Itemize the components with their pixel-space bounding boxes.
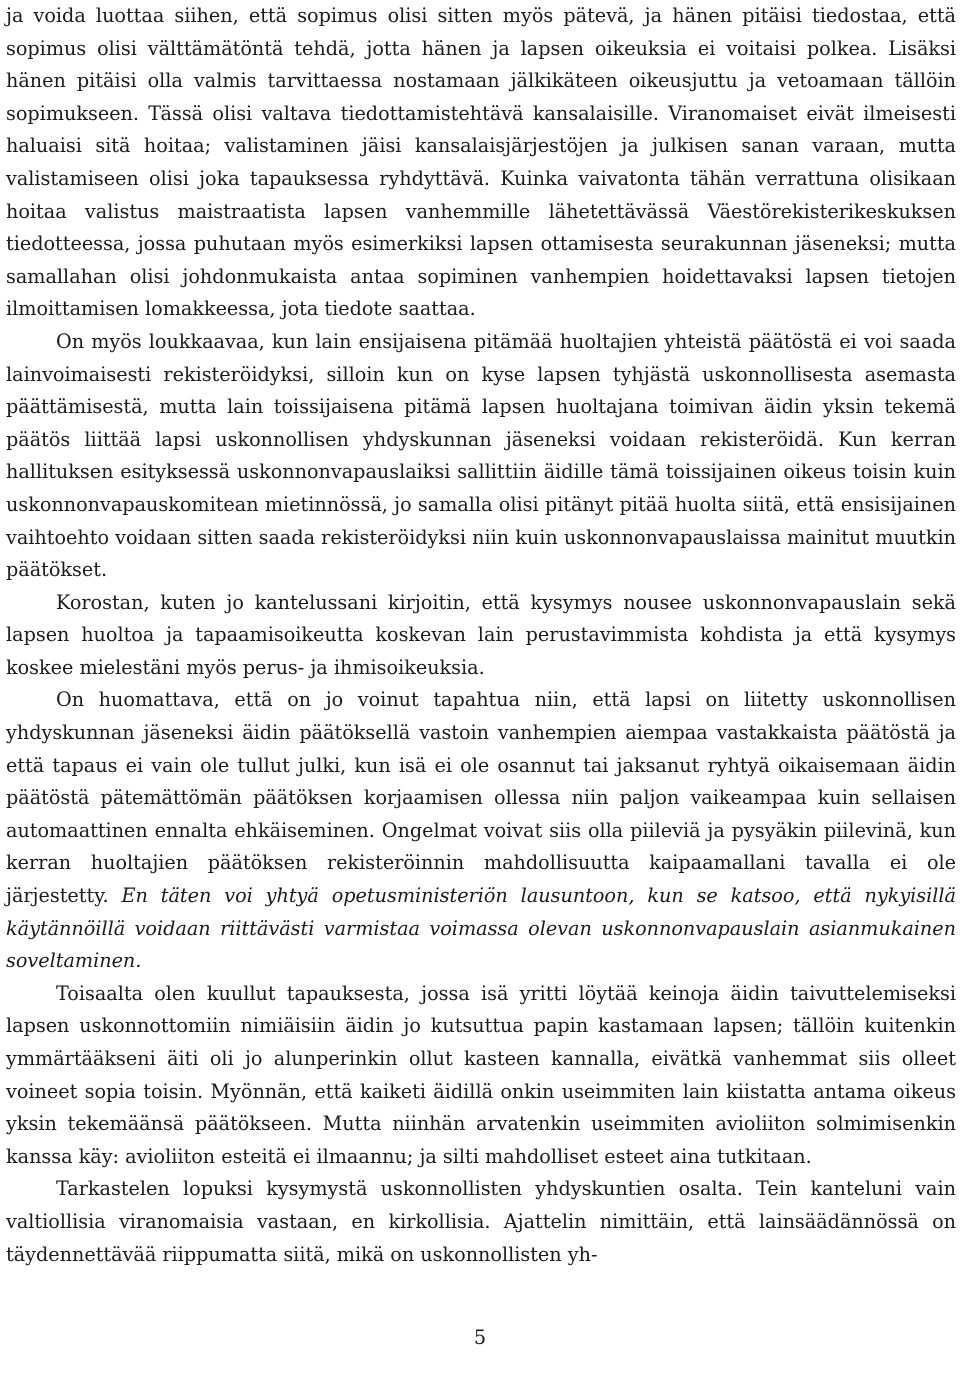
paragraph-5: Toisaalta olen kuullut tapauksesta, jossa isä yritti löytää keinoja äidin taivuttelemiseksi lapsen uskonnottomiin nimiäisiin äidin jo kutsuttua papin kastamaan lapsen; tällöin kuitenkin ymmärtääkseni äiti oli jo alunperinkin ollut kasteen kannalla, eivätkä vanhemmat siis olleet voineet sopia toisin. Myönnän, että kaiketi äidillä onkin useimmiten lain kiistatta antama oikeus yksin tekemäänsä päätökseen. Mutta niinhän arvatenkin useimmiten avioliiton solmimisenkin kanssa käy: avioliiton esteitä ei ilmaannu; ja silti mahdolliset esteet aina tutkitaan. [6, 981, 956, 1168]
paragraph-4 [6, 684, 956, 977]
paragraph-1: ja voida luottaa siihen, että sopimus olisi sitten myös pätevä, ja hänen pitäisi tiedostaa, että sopimus olisi välttämätöntä tehdä, jotta hänen ja lapsen oikeuksia ei voitaisi polkea. Lisäksi hänen pitäisi olla valmis tarvittaessa nostamaan jälkikäteen oikeusjuttu ja vetoamaan tällöin sopimukseen. Tässä olisi valtava tiedottamistehtävä kansalaisille. Viranomaiset eivät ilmeisesti haluaisi sitä hoitaa; valistaminen jäisi kansalaisjärjestöjen ja julkisen sanan varaan, mutta valistamiseen olisi joka tapauksessa ryhdyttävä. Kuinka vaivatonta tähän verrattuna olisikaan hoitaa valistus maistraatista lapsen vanhemmille lähetettävässä Väestörekisterikeskuksen tiedotteessa, jossa puhutaan myös esimerkiksi lapsen ottamisesta seurakunnan jäseneksi; mutta samallahan olisi johdonmukaista antaa sopiminen vanhempien hoidettavaksi lapsen tietojen ilmoittamisen lomakkeessa, jota tiedote saattaa. [6, 4, 956, 321]
document-page [6, 0, 956, 1271]
paragraph-4-text: On huomattava, että on jo voinut tapahtua niin, että lapsi on liitetty uskonnollisen yhdyskunnan jäseneksi äidin päätöksellä vastoin vanhempien aiempaa vastakkaista päätöstä ja että tapaus ei vain ole tullut julki, kun isä ei ole osannut tai jaksanut ryhtyä oikaisemaan äidin päätöstä pätemättömän päätöksen korjaamisen ollessa niin paljon vaikeampaa kuin sellaisen automaattinen ennalta ehkäiseminen. Ongelmat voivat siis olla piileviä ja pysyäkin piilevinä, kun kerran huoltajien päätöksen rekisteröinnin mahdollisuutta kaipaamallani tavalla ei ole järjestetty. [6, 688, 956, 908]
paragraph-6: Tarkastelen lopuksi kysymystä uskonnollisten yhdyskuntien osalta. Tein kanteluni vain valtiollisia viranomaisia vastaan, en kirkollisia. Ajattelin nimittäin, että lainsäädännössä on täydennettävää riippumatta siitä, mikä on uskonnollisten yh- [6, 1177, 956, 1266]
paragraph-4-emphasis: En täten voi yhtyä opetusministeriön lausuntoon, kun se katsoo, että nykyisillä käytännöillä voidaan riittävästi varmistaa voimassa olevan uskonnonvapauslain asianmukainen soveltaminen. [6, 884, 956, 973]
paragraph-3: Korostan, kuten jo kantelussani kirjoitin, että kysymys nousee uskonnonvapauslain sekä lapsen huoltoa ja tapaamisoikeutta koskevan lain perustavimmista kohdista ja että kysymys koskee mielestäni myös perus- ja ihmisoikeuksia. [6, 590, 956, 679]
page-number: 5 [473, 1326, 487, 1349]
paragraph-2: On myös loukkaavaa, kun lain ensijaisena pitämää huoltajien yhteistä päätöstä ei voi saada lainvoimaisesti rekisteröidyksi, silloin kun on kyse lapsen tyhjästä uskonnollisesta asemasta päättämisestä, mutta lain toissijaisena pitämä lapsen huoltajana toimivan äidin yksin tekemä päätös liittää lapsi uskonnollisen yhdyskunnan jäseneksi voidaan rekisteröidä. Kun kerran hallituksen esityksessä uskonnonvapauslaiksi sallittiin äidille tämä toissijainen oikeus toisin kuin uskonnonvapauskomitean mietinnössä, jo samalla olisi pitänyt pitää huolta siitä, että ensisijainen vaihtoehto voidaan sitten saada rekisteröidyksi niin kuin uskonnonvapauslaissa mainitut muutkin päätökset. [6, 329, 956, 582]
